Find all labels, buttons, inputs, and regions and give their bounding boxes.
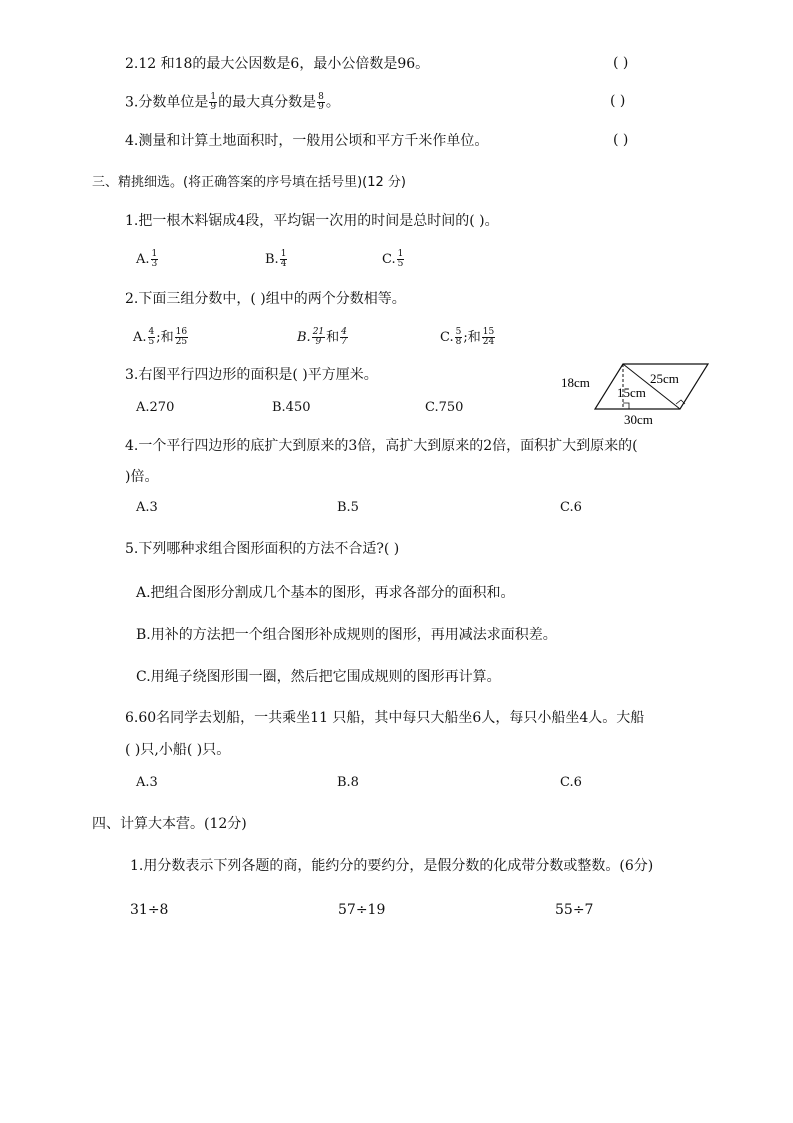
s3-q4-option-a[interactable]: A.3	[136, 500, 158, 515]
height-label: 15cm	[617, 385, 646, 400]
fraction: $\frac{1}{9}$	[210, 92, 217, 112]
s3-q5-option-c[interactable]: C.用绳子绕图形围一圈，然后把它围成规则的图形再计算。	[136, 669, 501, 685]
s3-q1-option-a[interactable]: A. $\frac{1}{3}$	[136, 249, 158, 269]
side-label: 18cm	[561, 375, 590, 390]
s3-q5: 5.下列哪种求组合图形面积的方法不合适?( )	[125, 541, 400, 557]
expression: 31÷8	[130, 902, 169, 918]
s3-q3-option-a[interactable]: A.270	[136, 400, 175, 415]
fraction: $\frac{5}{8}$	[455, 327, 462, 347]
expression: 57÷19	[338, 902, 386, 918]
parallelogram-figure	[558, 360, 718, 430]
fraction: $\frac{4}{5}$	[148, 327, 155, 347]
judge-q3-text-b: 的最大真分数是	[218, 94, 317, 111]
s3-q2-option-c[interactable]: C. $\frac{5}{8}$ ;和 $\frac{15}{24}$	[440, 327, 495, 347]
answer-paren[interactable]: ( )	[613, 55, 629, 71]
judge-q3	[125, 93, 340, 112]
judge-q3-text-c: 。	[325, 94, 340, 111]
fraction: $\frac{15}{24}$	[482, 327, 495, 347]
s3-q3: 3.右图平行四边形的面积是( )平方厘米。	[125, 367, 378, 383]
section-3-title: 三、精挑细选。(将正确答案的序号填在括号里)(12 分)	[92, 175, 406, 190]
s3-q4-option-b[interactable]: B.5	[337, 500, 359, 515]
s3-q5-option-a[interactable]: A.把组合图形分割成几个基本的图形，再求各部分的面积和。	[136, 585, 515, 601]
expression: 55÷7	[555, 902, 594, 918]
fraction: $\frac{1}{5}$	[397, 249, 404, 269]
s3-q6-line2: ( )只,小船( )只。	[125, 742, 231, 758]
s3-q6-option-a[interactable]: A.3	[136, 775, 158, 790]
s3-q4-option-c[interactable]: C.6	[560, 500, 582, 515]
fraction: $\frac{1}{3}$	[151, 249, 158, 269]
fraction: $\frac{21}{9}$	[312, 327, 325, 347]
judge-q2: 2.12 和18的最大公因数是6，最小公倍数是96。	[125, 56, 430, 72]
s3-q4-line2: )倍。	[125, 469, 159, 485]
fraction: $\frac{16}{25}$	[175, 327, 188, 347]
section-4-title: 四、计算大本营。(12分)	[92, 816, 247, 832]
s3-q6-option-b[interactable]: B.8	[337, 775, 359, 790]
slant-label: 25cm	[650, 371, 679, 386]
fraction: $\frac{1}{4}$	[280, 249, 287, 269]
base-label: 30cm	[624, 412, 653, 427]
s3-q2: 2.下面三组分数中，( )组中的两个分数相等。	[125, 291, 406, 307]
judge-q3-text-a: 3.分数单位是	[125, 94, 209, 111]
fraction: $\frac{4}{7}$	[341, 327, 347, 347]
answer-paren[interactable]: ( )	[613, 132, 629, 148]
judge-q4: 4.测量和计算土地面积时，一般用公顷和平方千米作单位。	[125, 133, 489, 149]
s3-q4-line1: 4.一个平行四边形的底扩大到原来的3倍，高扩大到原来的2倍，面积扩大到原来的(	[125, 438, 638, 454]
answer-paren[interactable]: ( )	[610, 93, 626, 109]
s3-q1: 1.把一根木料锯成4段，平均锯一次用的时间是总时间的( )。	[125, 213, 499, 229]
right-angle-mark	[623, 403, 629, 409]
s3-q1-option-b[interactable]: B. $\frac{1}{4}$	[265, 249, 287, 269]
s3-q2-option-b[interactable]: B. $\frac{21}{9}$ 和 $\frac{4}{7}$	[297, 327, 347, 347]
s4-q1: 1.用分数表示下列各题的商，能约分的要约分，是假分数的化成带分数或整数。(6分)	[130, 858, 654, 874]
fraction: $\frac{8}{9}$	[318, 92, 324, 112]
s3-q5-option-b[interactable]: B.用补的方法把一个组合图形补成规则的图形，再用减法求面积差。	[136, 627, 557, 643]
s3-q3-option-c[interactable]: C.750	[425, 400, 464, 415]
s3-q1-option-c[interactable]: C. $\frac{1}{5}$	[382, 249, 404, 269]
s3-q6-line1: 6.60名同学去划船，一共乘坐11 只船，其中每只大船坐6人，每只小船坐4人。大船	[125, 710, 645, 726]
s3-q3-option-b[interactable]: B.450	[272, 400, 311, 415]
s3-q2-option-a[interactable]: A. $\frac{4}{5}$ ;和 $\frac{16}{25}$	[133, 327, 188, 347]
s3-q6-option-c[interactable]: C.6	[560, 775, 582, 790]
